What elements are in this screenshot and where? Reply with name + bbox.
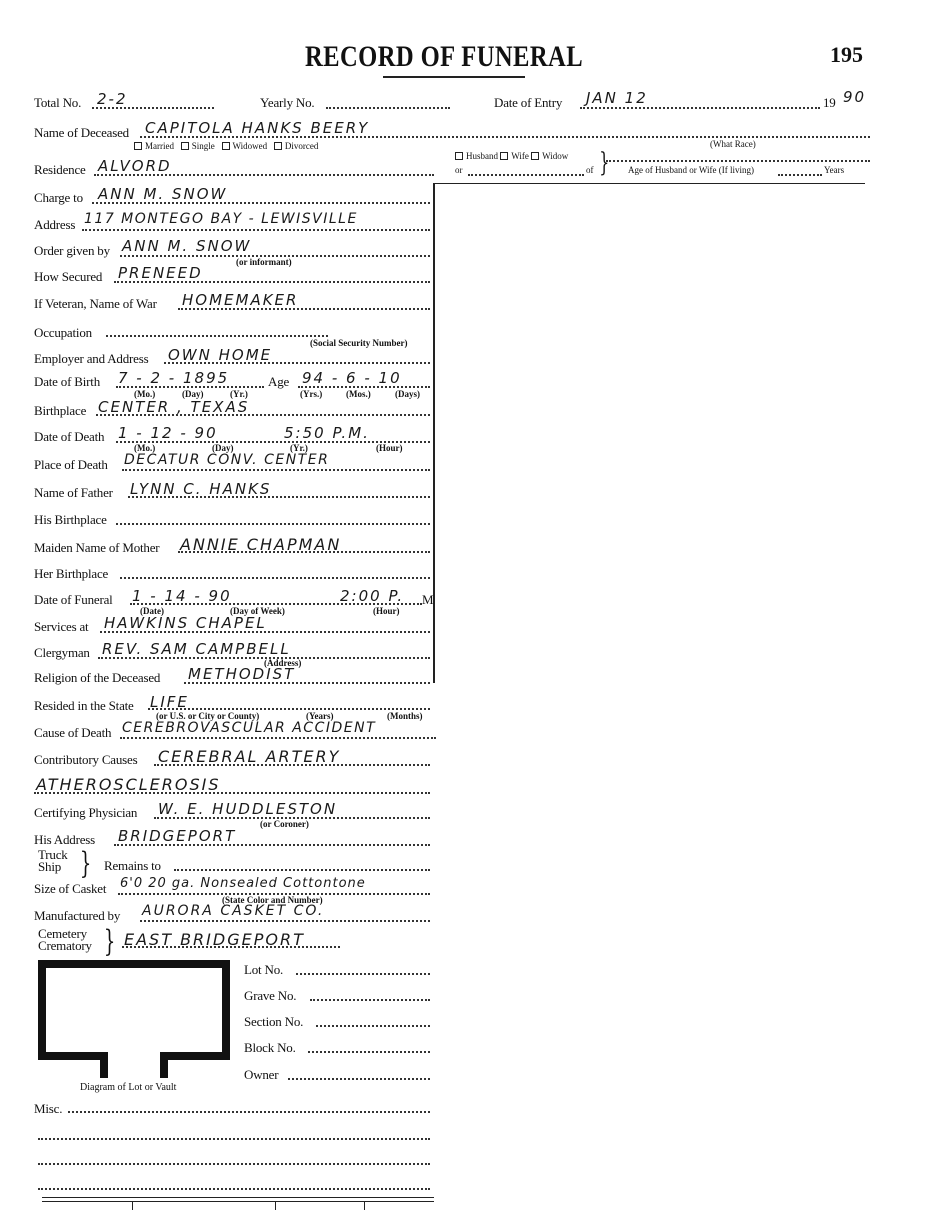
charge-to-label: Charge to (34, 190, 83, 205)
resided-label: Resided in the State (34, 698, 134, 713)
funeral-sub-day-of-week: (Day of Week) (230, 606, 285, 616)
vault-right-post (160, 1052, 168, 1078)
casket-value: 6'0 20 ga. Nonsealed Cottontone (120, 876, 366, 891)
resided-line (148, 708, 430, 710)
bottom-tick-3 (364, 1201, 365, 1210)
cemetery-value: EAST BRIDGEPORT (124, 930, 305, 949)
physician-label: Certifying Physician (34, 805, 138, 820)
resided-sub-years: (Years) (306, 711, 334, 721)
funeral-time: 2:00 P. (340, 587, 405, 605)
wife-option[interactable]: Wife (500, 151, 529, 161)
contrib-label: Contributory Causes (34, 752, 138, 767)
his-address-label: His Address (34, 832, 95, 847)
owner-label: Owner (244, 1067, 279, 1082)
manufactured-label: Manufactured by (34, 908, 121, 923)
his-birthplace-label: His Birthplace (34, 512, 107, 527)
dod-sub-yr: (Yr.) (290, 443, 308, 453)
age-label: Age (268, 374, 290, 389)
clergyman-value: REV. SAM CAMPBELL (102, 640, 291, 658)
occupation-line (106, 335, 328, 337)
birthplace-label: Birthplace (34, 403, 87, 418)
block-no-label: Block No. (244, 1040, 296, 1055)
religion-value: METHODIST (188, 665, 296, 683)
lot-no-line (296, 973, 430, 975)
age-sub-days: (Days) (395, 389, 420, 399)
date-of-entry-value: JAN 12 (586, 89, 648, 107)
name-line (140, 136, 870, 138)
resided-sub-months: (Months) (387, 711, 423, 721)
veteran-label: If Veteran, Name of War (34, 296, 157, 311)
truck-ship-label (38, 849, 68, 873)
divorced-checkbox[interactable] (274, 142, 282, 150)
funeral-sub-date: (Date) (140, 606, 164, 616)
cemetery-brace: } (103, 924, 116, 959)
contrib-line-2 (34, 792, 430, 794)
place-of-death-line (122, 469, 430, 471)
bottom-rule-1 (42, 1197, 434, 1198)
name-of-deceased-label: Name of Deceased (34, 125, 129, 140)
how-secured-value: PRENEED (118, 264, 203, 282)
physician-value: W. E. HUDDLESTON (158, 800, 338, 818)
wife-checkbox[interactable] (500, 152, 508, 160)
cause-line (120, 737, 436, 739)
owner-line (288, 1078, 430, 1080)
widowed-option[interactable]: Widowed (222, 141, 268, 151)
dod-sub-mo: (Mo.) (134, 443, 156, 453)
block-no-line (308, 1051, 430, 1053)
vault-left-post (100, 1052, 108, 1078)
how-secured-label: How Secured (34, 269, 103, 284)
year-value: 90 (843, 88, 867, 106)
dob-sub-yr: (Yr.) (230, 389, 248, 399)
mother-label: Maiden Name of Mother (34, 540, 160, 555)
birthplace-line (96, 414, 430, 416)
services-line (100, 631, 430, 633)
contrib-value-2: ATHEROSCLEROSIS (36, 775, 221, 794)
religion-line (184, 682, 430, 684)
grave-no-line (310, 999, 430, 1001)
widow-option[interactable]: Widow (531, 151, 568, 161)
resided-value: LIFE (150, 693, 189, 711)
married-option[interactable]: Married (134, 141, 174, 151)
section-no-label: Section No. (244, 1014, 304, 1029)
date-of-entry-label: Date of Entry (494, 95, 563, 110)
dod-value: 1 - 12 - 90 (118, 424, 218, 442)
yearly-no-line (326, 107, 450, 109)
divorced-option[interactable]: Divorced (274, 141, 319, 151)
right-panel-left-rule (433, 183, 435, 683)
misc-line-1 (68, 1111, 430, 1113)
single-option[interactable]: Single (181, 141, 215, 151)
dod-sub-day: (Day) (212, 443, 234, 453)
contrib-line (154, 764, 430, 766)
dob-line (116, 386, 264, 388)
funeral-m: M (422, 592, 434, 607)
husband-option[interactable]: Husband (455, 151, 498, 161)
spouse-brace: } (599, 148, 610, 178)
year-prefix: 19 (823, 95, 836, 110)
vault-bottom-right (160, 1052, 230, 1060)
race-line (606, 160, 870, 162)
funeral-line (130, 603, 422, 605)
bottom-rule-2 (42, 1201, 434, 1202)
bottom-tick-1 (132, 1201, 133, 1210)
truck-label: Truck (38, 847, 68, 862)
his-address-line (114, 844, 430, 846)
ssn-label: (Social Security Number) (310, 338, 408, 348)
or-label: or (455, 165, 463, 175)
husband-checkbox[interactable] (455, 152, 463, 160)
widowed-checkbox[interactable] (222, 142, 230, 150)
services-value: HAWKINS CHAPEL (104, 614, 267, 632)
funeral-label: Date of Funeral (34, 592, 113, 607)
birthplace-value: CENTER , TEXAS (98, 398, 250, 416)
religion-label: Religion of the Deceased (34, 670, 161, 685)
section-no-line (316, 1025, 430, 1027)
right-panel-top-rule (433, 183, 865, 184)
cause-value: CEREBROVASCULAR ACCIDENT (122, 720, 377, 736)
lot-no-label: Lot No. (244, 962, 284, 977)
her-birthplace-line (120, 577, 430, 579)
page-title: RECORD OF FUNERAL (305, 40, 584, 73)
marital-status-options (134, 141, 318, 151)
spouse-options (455, 151, 568, 161)
bottom-tick-2 (275, 1201, 276, 1210)
page-number: 195 (830, 42, 863, 67)
dob-sub-mo: (Mo.) (134, 389, 156, 399)
place-of-death-label: Place of Death (34, 457, 108, 472)
age-sub-mos: (Mos.) (346, 389, 371, 399)
clergy-address-label: (Address) (264, 658, 302, 668)
or-line (468, 174, 584, 176)
misc-line-2 (38, 1138, 430, 1140)
dod-label: Date of Death (34, 429, 105, 444)
or-informant-label: (or informant) (236, 257, 292, 267)
manufactured-value: AURORA CASKET CO. (142, 903, 325, 919)
remains-line (174, 869, 430, 871)
residence-value: ALVORD (98, 157, 172, 175)
services-label: Services at (34, 619, 89, 634)
misc-line-4 (38, 1188, 430, 1190)
total-no-line (92, 107, 214, 109)
father-value: LYNN C. HANKS (130, 480, 272, 498)
vault-diagram (38, 960, 230, 1060)
yearly-no-label: Yearly No. (260, 95, 315, 110)
casket-label: Size of Casket (34, 881, 107, 896)
age-line (298, 386, 430, 388)
remains-label: Remains to (104, 858, 161, 873)
occupation-label: Occupation (34, 325, 92, 340)
his-address-value: BRIDGEPORT (118, 827, 237, 845)
residence-label: Residence (34, 162, 86, 177)
age-value: 94 - 6 - 10 (302, 369, 402, 387)
vault-bottom-left (38, 1052, 108, 1060)
cemetery-crematory-label (38, 928, 92, 952)
mother-line (178, 551, 430, 553)
address-value: 117 MONTEGO BAY - LEWISVILLE (84, 211, 358, 227)
mother-value: ANNIE CHAPMAN (180, 535, 342, 554)
charge-to-value: ANN M. SNOW (98, 185, 228, 203)
title-underline (383, 76, 525, 78)
funeral-sub-hour: (Hour) (373, 606, 400, 616)
clergyman-label: Clergyman (34, 645, 90, 660)
contrib-value: CEREBRAL ARTERY (158, 747, 341, 766)
married-checkbox[interactable] (134, 142, 142, 150)
total-no-value: 2-2 (97, 90, 128, 108)
or-coroner-label: (or Coroner) (260, 819, 309, 829)
total-no-label: Total No. (34, 95, 82, 110)
manufactured-line (140, 920, 430, 922)
name-of-deceased-value: CAPITOLA HANKS BEERY (145, 119, 370, 137)
ship-label: Ship (38, 859, 62, 874)
veteran-value: HOMEMAKER (182, 291, 299, 309)
address-label: Address (34, 217, 76, 232)
what-race-label: (What Race) (710, 139, 756, 149)
cemetery-label: Cemetery (38, 926, 87, 941)
employer-line (164, 362, 430, 364)
charge-to-line (92, 202, 430, 204)
dob-sub-day: (Day) (182, 389, 204, 399)
residence-line (94, 174, 434, 176)
order-given-value: ANN M. SNOW (122, 237, 252, 255)
place-of-death-value: DECATUR CONV. CENTER (124, 452, 330, 468)
resided-sub-location: (or U.S. or City or County) (156, 711, 260, 721)
employer-label: Employer and Address (34, 351, 149, 366)
her-birthplace-label: Her Birthplace (34, 566, 109, 581)
spouse-age-label: Age of Husband or Wife (If living) (628, 165, 754, 175)
father-label: Name of Father (34, 485, 113, 500)
casket-sub-label: (State Color and Number) (222, 895, 323, 905)
how-secured-line (114, 281, 430, 283)
years-label: Years (824, 165, 845, 175)
misc-line-3 (38, 1163, 430, 1165)
widow-checkbox[interactable] (531, 152, 539, 160)
dob-label: Date of Birth (34, 374, 100, 389)
dod-time: 5:50 P.M. (284, 424, 370, 442)
cause-label: Cause of Death (34, 725, 112, 740)
date-of-entry-line (580, 107, 820, 109)
funeral-value: 1 - 14 - 90 (132, 587, 232, 605)
order-given-label: Order given by (34, 243, 110, 258)
veteran-line (178, 308, 430, 310)
address-line (82, 229, 430, 231)
diagram-label: Diagram of Lot or Vault (80, 1082, 177, 1093)
dob-value: 7 - 2 - 1895 (118, 369, 230, 387)
father-line (128, 496, 430, 498)
his-birthplace-line (116, 523, 430, 525)
misc-label: Misc. (34, 1101, 63, 1116)
spouse-age-line (778, 174, 822, 176)
truck-ship-brace: } (79, 846, 92, 881)
dod-sub-hour: (Hour) (376, 443, 403, 453)
of-label: of (586, 165, 594, 175)
age-sub-yrs: (Yrs.) (300, 389, 323, 399)
cemetery-line (122, 946, 340, 948)
crematory-label: Crematory (38, 938, 92, 953)
grave-no-label: Grave No. (244, 988, 297, 1003)
employer-value: OWN HOME (168, 346, 273, 364)
single-checkbox[interactable] (181, 142, 189, 150)
